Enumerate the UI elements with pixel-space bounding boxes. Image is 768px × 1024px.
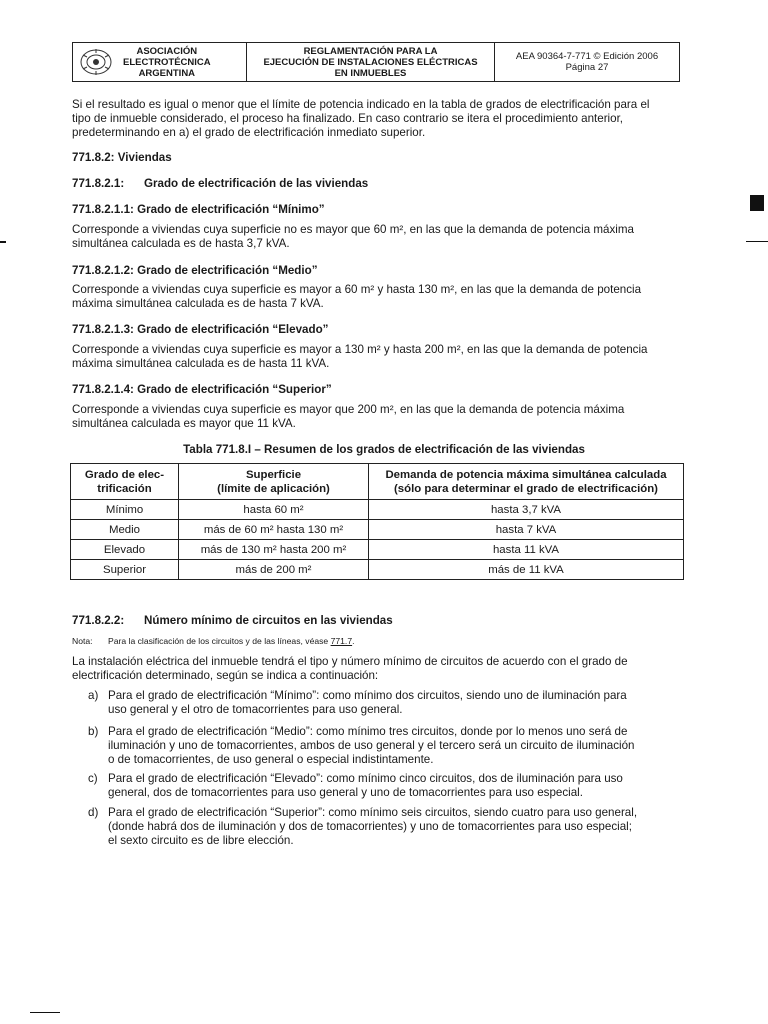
scan-mark [30, 1012, 60, 1013]
text-line: simultánea calculada es mayor que 11 kVA. [72, 417, 296, 430]
header-ref-line: AEA 90364-7-771 © Edición 2006 [515, 51, 659, 62]
list-item [88, 772, 684, 800]
text-line: Para el grado de electrificación “Mínimo”: como mínimo dos circuitos, siendo uno de iluminación para [108, 689, 627, 702]
heading-number: 771.8.2.2: [72, 614, 125, 627]
text-line: Si el resultado es igual o menor que el límite de potencia indicado en la tabla de grados de electrificación para el [72, 98, 650, 111]
header-org-line: ELECTROTÉCNICA [123, 56, 211, 68]
list-item [88, 689, 684, 717]
table-caption: Tabla 771.8.I – Resumen de los grados de electrificación de las viviendas [183, 443, 585, 456]
electrification-table [70, 463, 684, 580]
heading-grado [72, 177, 368, 190]
text-line: predeterminando en a) el grado de electrificación inmediato superior. [72, 126, 426, 139]
table-cell: hasta 7 kVA [369, 520, 684, 540]
text-line: Para el grado de electrificación “Elevado”: como mínimo cinco circuitos, dos de iluminación para uso [108, 772, 623, 785]
table-header-cell [179, 464, 369, 500]
list-item [88, 806, 684, 848]
text-line: Corresponde a viviendas cuya superficie es mayor a 130 m² y hasta 200 m², en las que la demanda de potencia [72, 343, 648, 356]
header-line: Demanda de potencia máxima simultánea calculada [385, 468, 667, 481]
paragraph-minimo [72, 223, 684, 251]
heading-viviendas: 771.8.2: Viviendas [72, 151, 172, 164]
table-cell: Elevado [71, 540, 179, 560]
page-header [72, 42, 680, 82]
table-cell: más de 11 kVA [369, 560, 684, 580]
header-ref-line: Página 27 [565, 62, 609, 73]
text-line: La instalación eléctrica del inmueble tendrá el tipo y número mínimo de circuitos de acuerdo con el grado de [72, 655, 628, 668]
heading-superior: 771.8.2.1.4: Grado de electrificación “Superior” [72, 383, 332, 396]
list-item [88, 725, 684, 767]
table-cell: Medio [71, 520, 179, 540]
heading-number: 771.8.2.1: [72, 177, 125, 190]
table-row [71, 520, 684, 540]
text-line: (donde habrá dos de iluminación y dos de tomacorrientes) y uno de tomacorrientes para uso especial; [108, 820, 632, 833]
note [72, 636, 355, 646]
table-row [71, 560, 684, 580]
table-header-row [71, 464, 684, 500]
paragraph-superior [72, 403, 684, 431]
text-line: o de tomacorrientes, de uso general o especial indistintamente. [108, 753, 434, 766]
text-line: general, dos de tomacorrientes para uso general y uno de tomacorrientes para uso especial. [108, 786, 583, 799]
heading-medio: 771.8.2.1.2: Grado de electrificación “Medio” [72, 264, 318, 277]
header-title-cell [247, 43, 495, 81]
list-marker: a) [88, 689, 99, 702]
table-cell: hasta 3,7 kVA [369, 500, 684, 520]
note-prefix: Nota: [72, 636, 93, 646]
table-header-cell [369, 464, 684, 500]
text-line: Corresponde a viviendas cuya superficie es mayor a 60 m² y hasta 130 m², en las que la demanda de potencia [72, 283, 642, 296]
scan-mark [0, 241, 6, 243]
heading-circuitos [72, 614, 393, 627]
list-marker: b) [88, 725, 99, 738]
header-line: trificación [97, 482, 152, 495]
table-cell: hasta 60 m² [179, 500, 369, 520]
table-row [71, 540, 684, 560]
header-line: Superficie [245, 468, 302, 481]
header-title-line: REGLAMENTACIÓN PARA LA [303, 45, 438, 57]
header-title-line: EJECUCIÓN DE INSTALACIONES ELÉCTRICAS [263, 56, 478, 68]
text-line: Para el grado de electrificación “Medio”: como mínimo tres circuitos, donde por lo menos uno será de [108, 725, 628, 738]
text-line: Para el grado de electrificación “Superior”: como mínimo seis circuitos, siendo cuatro para uso general, [108, 806, 638, 819]
text-line: electrificación determinado, según se indica a continuación: [72, 669, 379, 682]
scan-mark [750, 195, 764, 211]
heading-minimo: 771.8.2.1.1: Grado de electrificación “Mínimo” [72, 203, 325, 216]
scan-mark [746, 241, 768, 242]
header-line: Grado de elec- [84, 468, 165, 481]
table-cell: más de 130 m² hasta 200 m² [179, 540, 369, 560]
table-row [71, 500, 684, 520]
header-org-line: ASOCIACIÓN [136, 45, 198, 57]
header-org-name [123, 46, 211, 79]
heading-title: Número mínimo de circuitos en las viviendas [144, 614, 393, 627]
header-ref [516, 51, 658, 73]
text-line: el sexto circuito es de libre elección. [108, 834, 294, 847]
table-cell: Superior [71, 560, 179, 580]
paragraph-elevado [72, 343, 684, 371]
table-cell: más de 200 m² [179, 560, 369, 580]
table-cell: hasta 11 kVA [369, 540, 684, 560]
circuits-intro [72, 655, 684, 683]
text-line: iluminación y uno de tomacorrientes, ambos de uso general y el tercero será un circuito de iluminación [108, 739, 635, 752]
table-cell: más de 60 m² hasta 130 m² [179, 520, 369, 540]
header-org-line: ARGENTINA [138, 67, 196, 79]
paragraph-medio [72, 283, 684, 311]
header-title [263, 46, 477, 79]
header-org-cell [73, 43, 247, 81]
text-line: tipo de inmueble considerado, el proceso ha finalizado. En caso contrario se itera el procedimiento anterior, [72, 112, 624, 125]
note-reference-link[interactable]: 771.7 [330, 636, 353, 646]
note-suffix: . [352, 636, 355, 646]
text-line: máxima simultánea calculada es de hasta 7 kVA. [72, 297, 324, 310]
aea-logo-icon [79, 47, 113, 77]
header-ref-cell [495, 43, 679, 81]
list-marker: c) [88, 772, 98, 785]
text-line: simultánea calculada es de hasta 3,7 kVA. [72, 237, 290, 250]
text-line: Corresponde a viviendas cuya superficie es mayor que 200 m², en las que la demanda de potencia máxima [72, 403, 625, 416]
text-line: máxima simultánea calculada es de hasta 11 kVA. [72, 357, 330, 370]
note-text: Para la clasificación de los circuitos y de las líneas, véase [108, 636, 331, 646]
header-line: (sólo para determinar el grado de electrificación) [394, 482, 658, 495]
text-line: uso general y el otro de tomacorrientes para uso general. [108, 703, 403, 716]
intro-paragraph [72, 98, 684, 140]
heading-elevado: 771.8.2.1.3: Grado de electrificación “Elevado” [72, 323, 329, 336]
header-title-line: EN INMUEBLES [334, 67, 407, 79]
table-header-cell [71, 464, 179, 500]
text-line: Corresponde a viviendas cuya superficie no es mayor que 60 m², en las que la demanda de potencia máxima [72, 223, 634, 236]
table-cell: Mínimo [71, 500, 179, 520]
header-line: (límite de aplicación) [217, 482, 330, 495]
list-marker: d) [88, 806, 99, 819]
heading-title: Grado de electrificación de las viviendas [144, 177, 369, 190]
